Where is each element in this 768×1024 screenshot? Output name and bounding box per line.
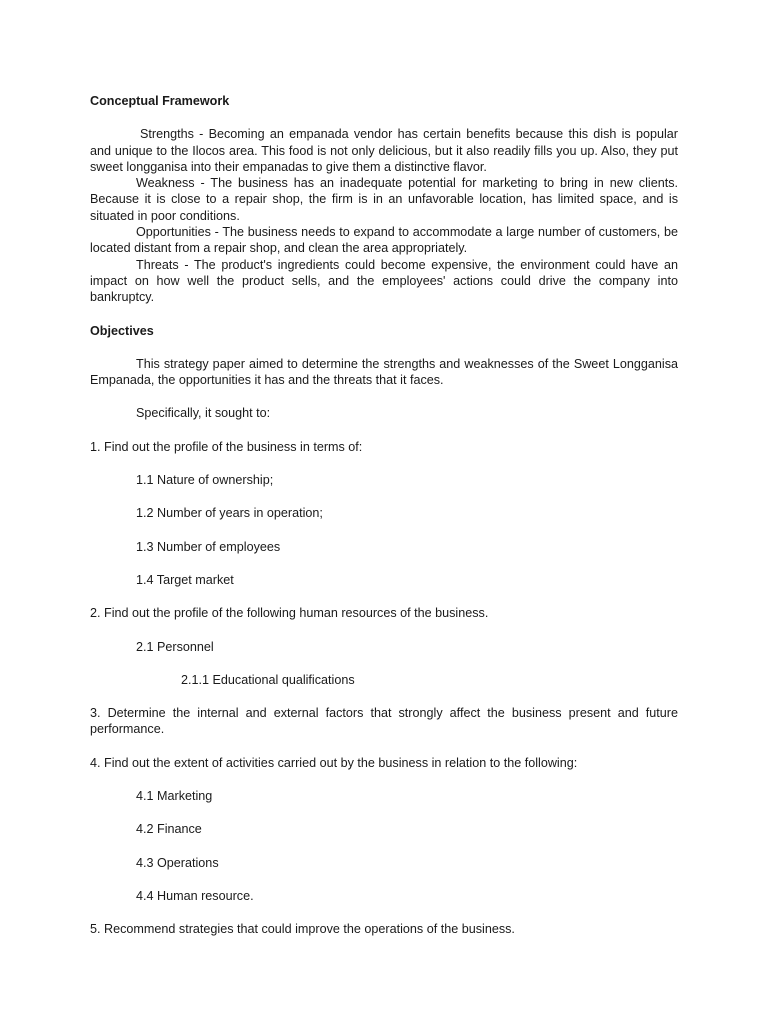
opportunities-paragraph: Opportunities - The business needs to expand to accommodate a large number of customers, be located distant from a repair shop, and clean the area appropriately. <box>90 225 678 256</box>
objective-item: 2. Find out the profile of the following human resources of the business. <box>90 606 489 621</box>
strengths-paragraph: Strengths - Becoming an empanada vendor has certain benefits because this dish is popular and unique to the Ilocos area. This food is not only delicious, but it also readily fills you up. Also, they put sweet longganisa into their empanadas to give them a distinctive flavor. <box>90 127 678 174</box>
objectives-list <box>90 439 678 938</box>
conceptual-framework-heading: Conceptual Framework <box>90 94 230 108</box>
objective-item: 1.4 Target market <box>136 572 234 587</box>
objective-item: 1.1 Nature of ownership; <box>136 473 274 488</box>
threats-paragraph: Threats - The product's ingredients could become expensive, the environment could have an impact on how well the product sells, and the employees' actions could drive the company into bankruptcy. <box>90 257 678 305</box>
objectives-intro: This strategy paper aimed to determine the strengths and weaknesses of the Sweet Longganisa Empanada, the opportunities it has and the threats that it faces. <box>90 356 678 388</box>
objective-item: 1. Find out the profile of the business in terms of: <box>90 439 363 454</box>
objective-item: 4.1 Marketing <box>136 789 213 804</box>
document-page <box>90 93 678 938</box>
objective-item: 4.3 Operations <box>136 855 219 870</box>
objective-item: 2.1 Personnel <box>136 639 214 654</box>
objective-item: 4. Find out the extent of activities carried out by the business in relation to the following: <box>90 755 578 770</box>
objective-item: 4.4 Human resource. <box>136 888 254 903</box>
objectives-specifically: Specifically, it sought to: <box>136 406 271 421</box>
objective-item: 4.2 Finance <box>136 822 202 837</box>
objective-item: 5. Recommend strategies that could improve the operations of the business. <box>90 922 515 937</box>
objective-item: 1.3 Number of employees <box>136 539 281 554</box>
weakness-paragraph: Weakness - The business has an inadequate potential for marketing to bring in new clients. Because it is close to a repair shop, the firm is in an unfavorable location, has limited space, and is situated in poor conditions. <box>90 176 678 223</box>
objective-item: 2.1.1 Educational qualifications <box>181 672 355 687</box>
objective-item: 3. Determine the internal and external factors that strongly affect the business present and future performance. <box>90 706 678 737</box>
objective-item: 1.2 Number of years in operation; <box>136 506 323 521</box>
objectives-heading: Objectives <box>90 323 154 338</box>
